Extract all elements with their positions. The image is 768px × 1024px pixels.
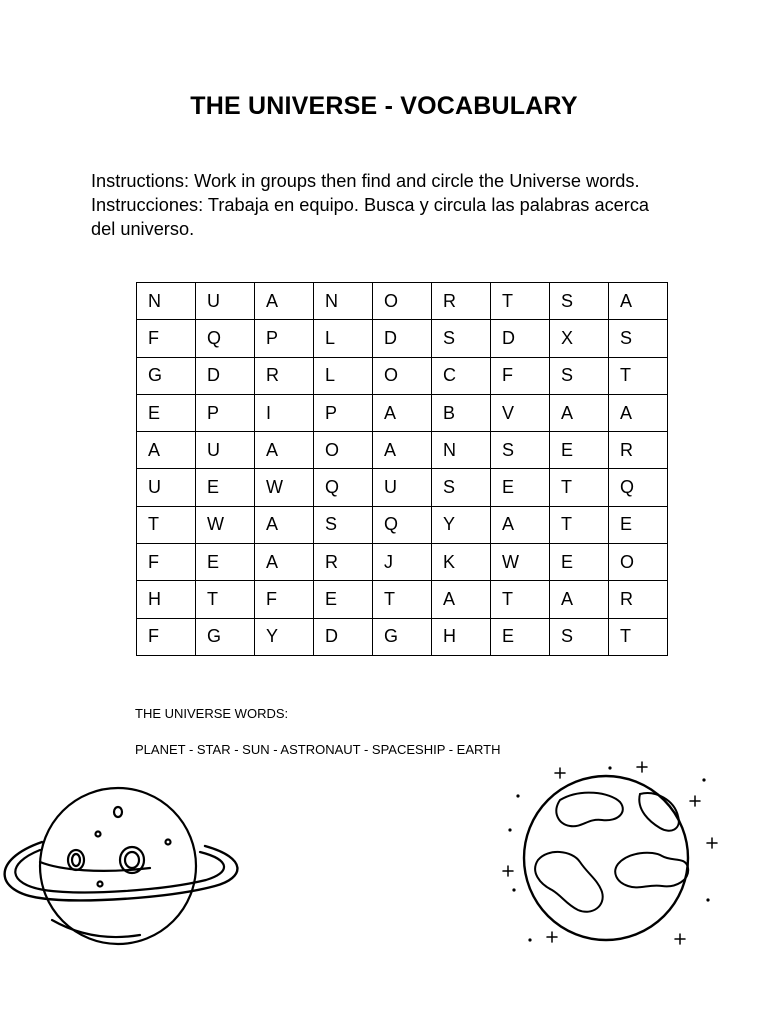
grid-cell: D [491, 320, 550, 357]
grid-row [137, 357, 668, 394]
grid-cell: S [314, 506, 373, 543]
grid-cell: F [137, 618, 196, 655]
grid-cell: A [137, 432, 196, 469]
grid-cell: W [196, 506, 255, 543]
grid-row [137, 283, 668, 320]
grid-cell: U [196, 432, 255, 469]
grid-cell: O [314, 432, 373, 469]
grid-cell: T [137, 506, 196, 543]
grid-cell: F [137, 320, 196, 357]
grid-cell: V [491, 394, 550, 431]
grid-cell: K [432, 544, 491, 581]
grid-row [137, 544, 668, 581]
grid-cell: R [432, 283, 491, 320]
grid-cell: T [491, 283, 550, 320]
instructions [91, 169, 711, 241]
grid-cell: A [373, 394, 432, 431]
grid-cell: U [196, 283, 255, 320]
grid-cell: E [491, 618, 550, 655]
grid-cell: A [255, 283, 314, 320]
grid-cell: E [550, 432, 609, 469]
grid-cell: N [432, 432, 491, 469]
word-search-grid [136, 282, 668, 656]
words-list: PLANET - STAR - SUN - ASTRONAUT - SPACESHIP - EARTH [135, 742, 501, 757]
grid-cell: Y [432, 506, 491, 543]
grid-cell: S [432, 320, 491, 357]
grid-cell: J [373, 544, 432, 581]
grid-row [137, 581, 668, 618]
grid-row [137, 394, 668, 431]
grid-cell: Q [609, 469, 668, 506]
grid-cell: Y [255, 618, 314, 655]
grid-cell: A [432, 581, 491, 618]
grid-cell: G [137, 357, 196, 394]
grid-cell: P [255, 320, 314, 357]
grid-cell: E [137, 394, 196, 431]
grid-cell: F [137, 544, 196, 581]
grid-cell: I [255, 394, 314, 431]
grid-cell: A [550, 581, 609, 618]
grid-cell: T [196, 581, 255, 618]
grid-cell: T [491, 581, 550, 618]
grid-cell: R [609, 581, 668, 618]
grid-cell: T [609, 618, 668, 655]
grid-cell: G [196, 618, 255, 655]
grid-row [137, 432, 668, 469]
grid-cell: F [491, 357, 550, 394]
grid-row [137, 469, 668, 506]
grid-cell: H [432, 618, 491, 655]
grid-cell: A [255, 506, 314, 543]
grid-cell: R [255, 357, 314, 394]
grid-cell: W [491, 544, 550, 581]
grid-cell: O [373, 357, 432, 394]
grid-cell: S [432, 469, 491, 506]
grid-cell: U [373, 469, 432, 506]
earth-planet-illustration [490, 750, 730, 960]
grid-cell: F [255, 581, 314, 618]
grid-cell: P [314, 394, 373, 431]
grid-cell: R [314, 544, 373, 581]
grid-cell: G [373, 618, 432, 655]
grid-cell: B [432, 394, 491, 431]
grid-cell: E [491, 469, 550, 506]
grid-cell: N [314, 283, 373, 320]
grid-cell: Q [373, 506, 432, 543]
grid-cell: L [314, 357, 373, 394]
grid-cell: R [609, 432, 668, 469]
grid-cell: O [609, 544, 668, 581]
instructions-line-spanish-cont: del universo. [91, 219, 195, 239]
grid-cell: A [255, 544, 314, 581]
grid-cell: E [196, 544, 255, 581]
words-heading: THE UNIVERSE WORDS: [135, 706, 289, 721]
grid-cell: A [491, 506, 550, 543]
grid-row [137, 320, 668, 357]
grid-cell: S [609, 320, 668, 357]
page-title: THE UNIVERSE - VOCABULARY [190, 92, 578, 120]
grid-cell: Q [196, 320, 255, 357]
grid-cell: E [609, 506, 668, 543]
grid-cell: A [550, 394, 609, 431]
instructions-line-spanish: Instrucciones: Trabaja en equipo. Busca y circula las palabras acerca [91, 195, 650, 215]
grid-cell: A [255, 432, 314, 469]
grid-cell: U [137, 469, 196, 506]
grid-cell: D [314, 618, 373, 655]
grid-cell: S [550, 283, 609, 320]
grid-row [137, 506, 668, 543]
grid-cell: S [491, 432, 550, 469]
grid-cell: E [550, 544, 609, 581]
grid-cell: C [432, 357, 491, 394]
grid-cell: T [609, 357, 668, 394]
grid-cell: D [196, 357, 255, 394]
grid-cell: T [550, 469, 609, 506]
grid-cell: P [196, 394, 255, 431]
saturn-planet-illustration [0, 780, 250, 960]
grid-cell: L [314, 320, 373, 357]
grid-cell: O [373, 283, 432, 320]
grid-row [137, 618, 668, 655]
grid-cell: E [196, 469, 255, 506]
grid-cell: W [255, 469, 314, 506]
grid-cell: Q [314, 469, 373, 506]
grid-cell: S [550, 618, 609, 655]
grid-cell: D [373, 320, 432, 357]
grid-cell: T [373, 581, 432, 618]
grid-cell: S [550, 357, 609, 394]
grid-cell: E [314, 581, 373, 618]
grid-cell: N [137, 283, 196, 320]
grid-cell: A [609, 394, 668, 431]
grid-cell: H [137, 581, 196, 618]
grid-cell: T [550, 506, 609, 543]
instructions-line-english: Instructions: Work in groups then find and circle the Universe words. [91, 171, 640, 191]
grid-cell: X [550, 320, 609, 357]
grid-cell: A [609, 283, 668, 320]
grid-cell: A [373, 432, 432, 469]
